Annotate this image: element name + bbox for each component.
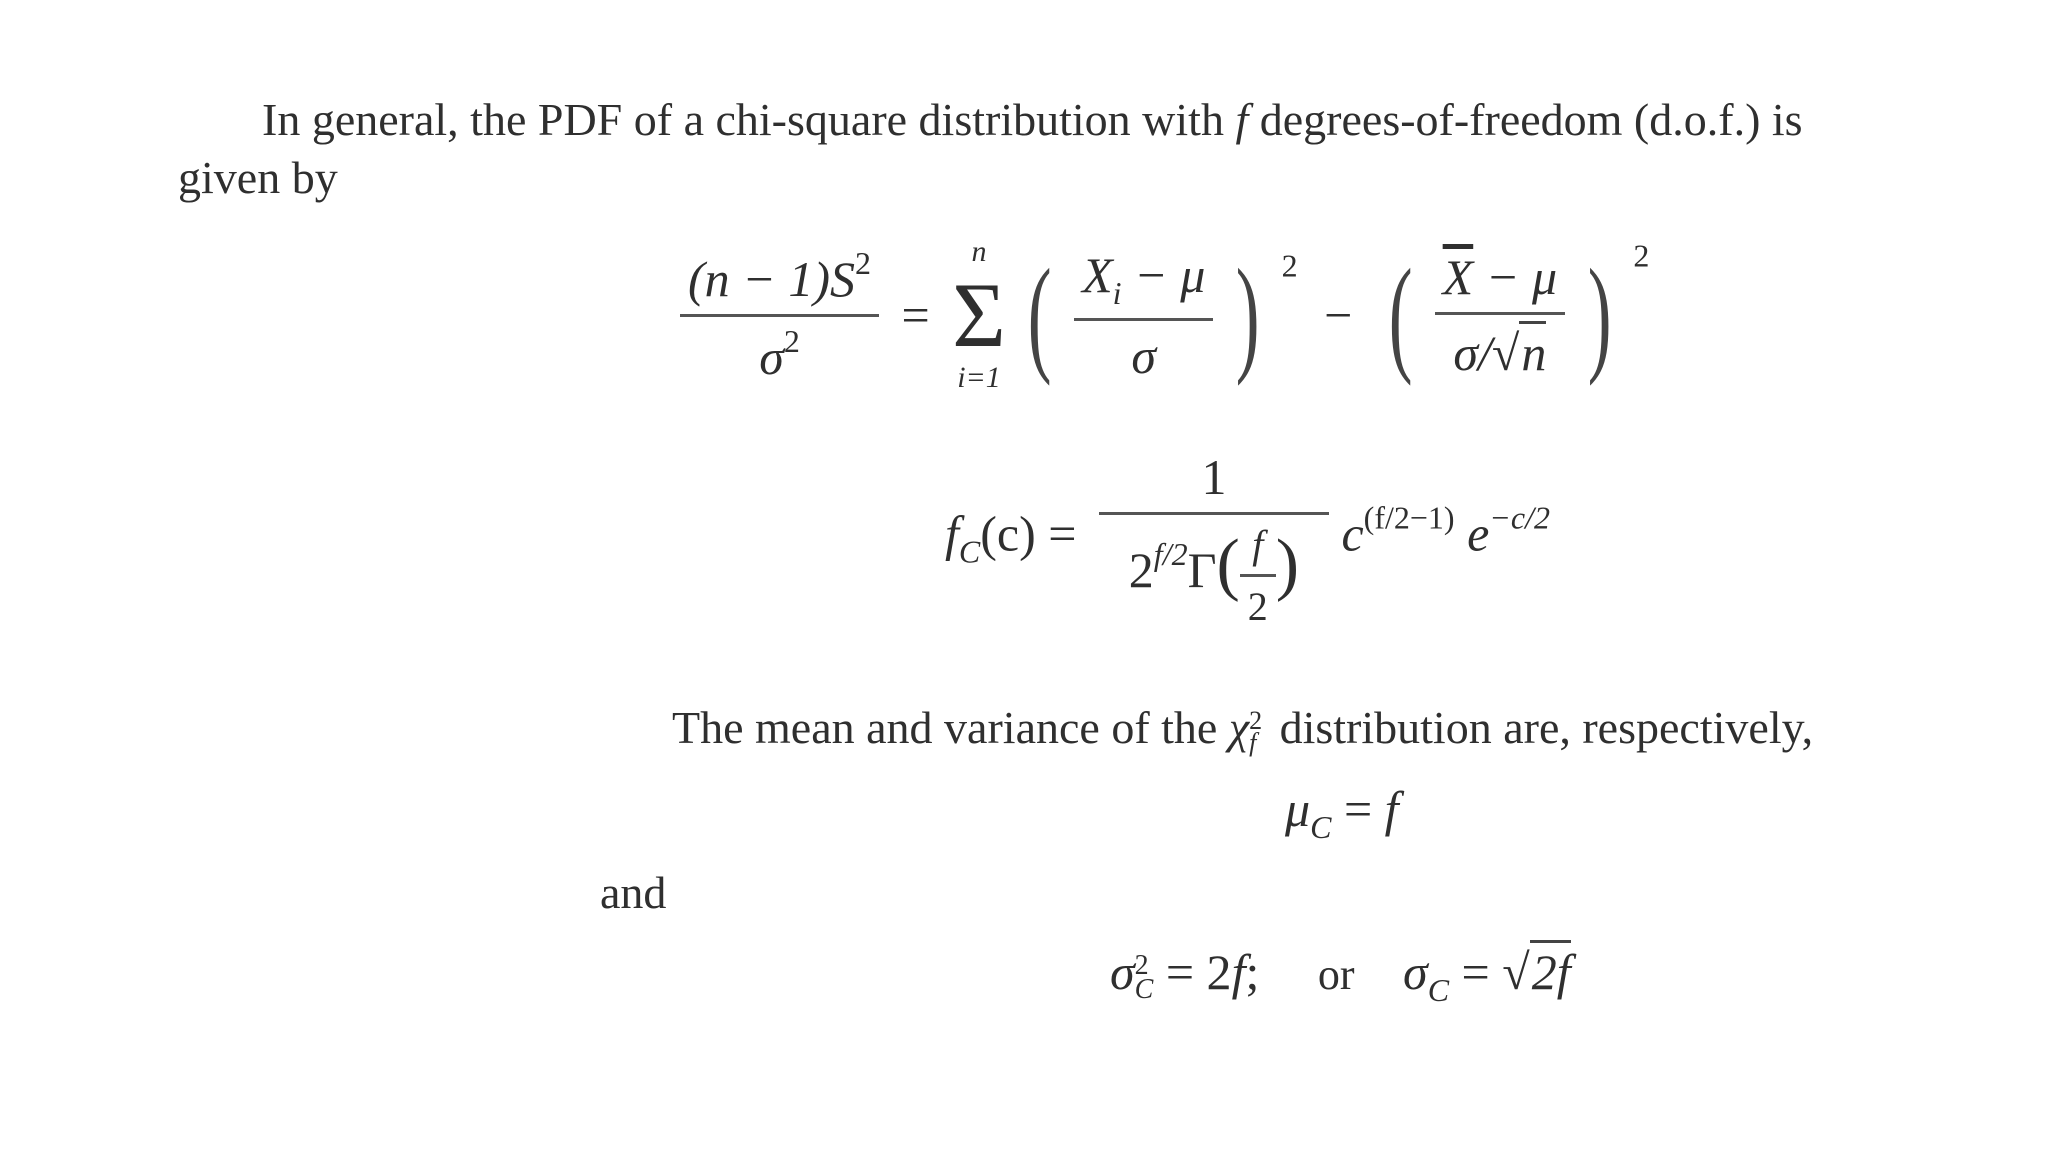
lhs-num-exponent: 2 <box>855 244 872 281</box>
sigma-symbol: σ <box>1110 944 1135 1000</box>
lhs-fraction <box>680 245 879 386</box>
term2-var: $\overline{X}$ <box>1442 249 1474 305</box>
term2-exponent: 2 <box>1633 237 1650 274</box>
mv-text-2: distribution are, respectively, <box>1279 702 1814 753</box>
term2-den-sqrt: n <box>1519 321 1546 382</box>
equals-sign: = <box>901 287 930 343</box>
lhs-denominator: σ <box>759 328 784 385</box>
minus-sign: − <box>1324 287 1353 343</box>
mv-text-1: The mean and variance of the <box>672 702 1218 753</box>
pdf-fraction <box>1099 448 1329 630</box>
term1-rest: − μ <box>1121 246 1206 303</box>
lhs-numerator: (n − 1)S <box>688 250 856 307</box>
term1-sub: i <box>1112 274 1122 311</box>
rhs-c-exponent: (f/2−1) <box>1363 499 1455 536</box>
term2-fraction: $\frac{\overline{X} - \mu}{\sigma/√n}$ <box>1435 248 1565 382</box>
sigma2-subscript: C <box>1427 972 1450 1008</box>
sum-lower-limit: i=1 <box>957 361 1001 394</box>
semicolon: ; <box>1245 944 1260 1000</box>
sum-symbol: Σ <box>952 264 1006 366</box>
intro-text-2: degrees-of-freedom (d.o.f.) is <box>1259 94 1803 145</box>
term1-exponent: 2 <box>1281 247 1298 284</box>
mu-symbol: μ <box>1285 781 1311 837</box>
chi-scripts <box>1249 706 1263 758</box>
gamma-right-paren: ) <box>1275 525 1300 603</box>
variance-f: f <box>1231 944 1246 1000</box>
equation-variance: σ 2 C = 2f; or $\sigma_C = √2f$ <box>1110 940 1571 1009</box>
pdf-argument: (c) = <box>980 505 1077 562</box>
pdf-denominator <box>1099 521 1329 630</box>
gamma-num: f <box>1252 522 1264 567</box>
and-text: and <box>600 867 667 918</box>
sigma2-symbol: σ <box>1403 944 1428 1000</box>
sqrt-content: 2f <box>1530 940 1571 1001</box>
gamma-symbol: Γ <box>1187 541 1217 598</box>
left-paren-2: ( <box>1388 243 1413 387</box>
summation <box>952 235 1006 395</box>
sum-upper-limit: n <box>971 235 987 268</box>
rhs-e-exponent: −c/2 <box>1489 499 1550 536</box>
chi-sub: f <box>1249 728 1257 758</box>
mean-value: f <box>1384 781 1399 837</box>
den-exponent: f/2 <box>1153 535 1188 572</box>
term2-rest: − μ <box>1473 249 1558 305</box>
den-base: 2 <box>1128 541 1154 598</box>
mean-equals: = <box>1331 781 1385 837</box>
lhs-den-exponent: 2 <box>783 322 800 359</box>
intro-line-1 <box>262 90 1803 150</box>
mean-variance-line <box>672 698 1813 758</box>
var-f: f <box>1235 94 1249 145</box>
chi-symbol: χ <box>1228 702 1250 753</box>
equation-mean <box>1285 780 1399 846</box>
sigma-scripts <box>1134 949 1154 1005</box>
sigma-sub: C <box>1134 973 1154 1005</box>
term2-den-prefix: σ/ <box>1453 325 1492 381</box>
term1-fraction <box>1074 246 1213 385</box>
pdf-f: f <box>945 505 959 562</box>
gamma-fraction <box>1240 521 1276 630</box>
right-paren: ) <box>1235 243 1260 387</box>
pdf-numerator: 1 <box>1201 449 1227 505</box>
equation-chi-square-pdf <box>945 448 1550 630</box>
chi-sup: 2 <box>1249 706 1263 736</box>
rhs-c: c <box>1341 505 1364 562</box>
or-text: or <box>1317 950 1355 999</box>
mu-subscript: C <box>1310 809 1332 845</box>
gamma-den: 2 <box>1247 584 1268 629</box>
rhs-e: e <box>1467 505 1490 562</box>
right-paren-2: ) <box>1587 243 1612 387</box>
intro-text-1: In general, the PDF of a chi-square distribution with <box>262 94 1224 145</box>
equation-sample-variance <box>680 235 1649 395</box>
term1-var: X <box>1082 246 1113 303</box>
sd-equals: = <box>1449 944 1503 1000</box>
term1-den: σ <box>1131 327 1157 384</box>
sigma-sup: 2 <box>1134 949 1149 981</box>
variance-equals: = 2 <box>1153 944 1232 1000</box>
intro-line-2: given by <box>178 152 338 203</box>
left-paren: ( <box>1028 243 1052 387</box>
gamma-left-paren: ( <box>1216 525 1240 603</box>
pdf-subscript: C <box>958 533 981 570</box>
